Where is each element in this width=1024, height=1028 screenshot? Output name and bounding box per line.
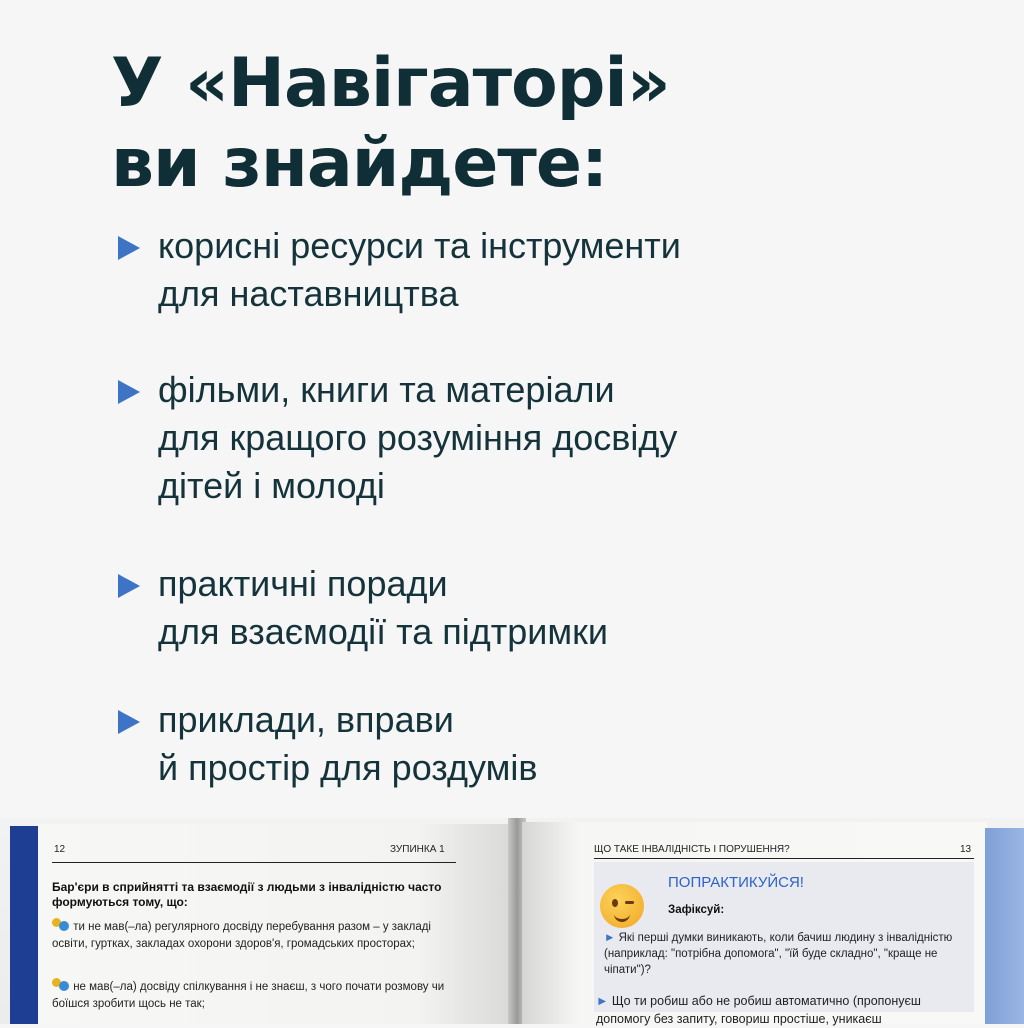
left-page-heading: Бар'єри в сприйнятті та взаємодії з людьми з інвалідністю часто формуються тому, що: (52, 880, 442, 909)
left-page-section: ЗУПИНКА 1 (390, 844, 445, 855)
feature-line: корисні ресурси та інструменти (158, 225, 681, 266)
headline (111, 44, 670, 204)
practice-question-text: Що ти робиш або не робиш автоматично (пропонуєш допомогу без запиту, говориш простіше, уникаєш (596, 994, 921, 1026)
left-page-item (52, 918, 452, 953)
left-page-item-text: ти не мав(–ла) регулярного досвіду перебування разом – у закладі освіти, гуртках, закладах охорони здоров'я, громадських просторах; (52, 921, 431, 950)
right-page-section: ЩО ТАКЕ ІНВАЛІДНІСТЬ І ПОРУШЕННЯ? (594, 844, 790, 855)
right-page-rule (594, 858, 974, 859)
practice-question (604, 930, 960, 978)
triangle-bullet-icon (118, 710, 140, 734)
left-page-item (52, 978, 452, 1013)
practice-subtitle: Зафіксуй: (668, 904, 725, 916)
practice-question-text: Які перші думки виникають, коли бачиш людину з інвалідністю (наприклад: "потрібна допомога", "їй буде складно", "краще не чіпати")? (604, 932, 953, 976)
headline-line-1: У «Навігаторі» (111, 44, 670, 123)
practice-title: ПОПРАКТИКУЙСЯ! (668, 874, 804, 891)
triangle-bullet-icon (118, 236, 140, 260)
right-page-number: 13 (960, 844, 972, 855)
small-triangle-icon: ► (604, 932, 616, 944)
left-page-number: 12 (54, 844, 66, 855)
feature-line: приклади, вправи (158, 699, 454, 740)
left-page-item-text: не мав(–ла) досвіду спілкування і не знаєш, з чого почати розмову чи боїшся зробити щось не так; (52, 981, 445, 1010)
feature-line: фільми, книги та матеріали (158, 369, 615, 410)
feature-line: й простір для роздумів (158, 747, 538, 788)
book-cover-right (985, 828, 1024, 1024)
small-triangle-icon: ► (596, 994, 609, 1008)
feature-line: дітей і молоді (158, 465, 385, 506)
winking-face-icon (600, 884, 644, 928)
figures-icon (52, 978, 70, 992)
feature-line: для кращого розуміння досвіду (158, 417, 678, 458)
feature-line: практичні поради (158, 563, 448, 604)
feature-line: для наставництва (158, 273, 459, 314)
book-photo (0, 818, 1024, 1024)
feature-line: для взаємодії та підтримки (158, 611, 608, 652)
headline-line-2: ви знайдете: (111, 124, 608, 203)
figures-icon (52, 918, 70, 932)
left-page-rule (52, 862, 456, 863)
practice-question (596, 992, 966, 1028)
book-cover-left (10, 826, 40, 1024)
triangle-bullet-icon (118, 380, 140, 404)
triangle-bullet-icon (118, 574, 140, 598)
